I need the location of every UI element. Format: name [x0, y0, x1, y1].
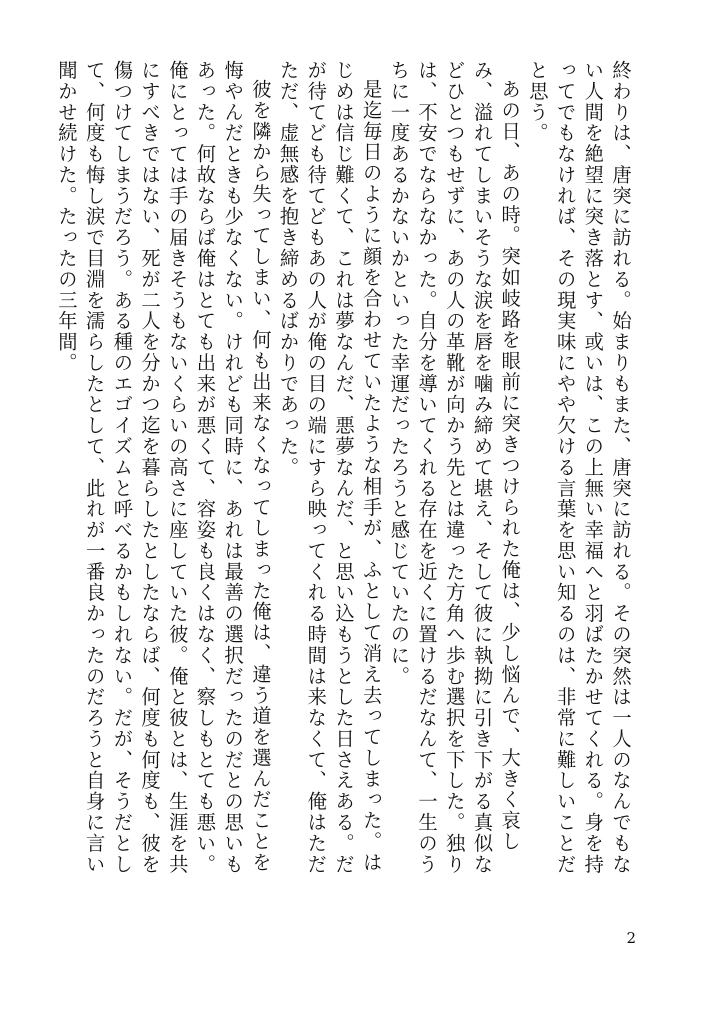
- page-number: 2: [626, 929, 636, 947]
- paragraph: あの日、あの時。突如岐路を眼前に突きつけられた俺は、少し悩んで、大きく哀しみ、溢れてしまいそうな涙を唇を噛み締めて堪え、そして彼に執拗に引き下がる真似などひとつもせずに、あの人の革靴が向かう先とは違った方角へ歩む選択を下した。独りは、不安でならなかった。自分を導いてくれる存在を近くに置けるだなんて、一生のうちに一度あるかないかといった幸運だったろうと感じていたのに。: [387, 60, 522, 875]
- paragraph: 是迄毎日のように顔を合わせていたような相手が、ふとして消え去ってしまった。はじめは信じ難くて、これは夢なんだ、悪夢なんだ、と思い込もうとした日さえある。だが待てども待てどもあの人が俺の目の端にすら映ってくれる時間は来なくて、俺はただただ、虚無感を抱き締めるばかりであった。: [276, 60, 383, 875]
- paragraph: 終わりは、唐突に訪れる。始まりもまた、唐突に訪れる。その突然は一人のなんでもない人間を絶望に突き落とす、或いは、この上無い幸福へと羽ばたかせてくれる。身を持ってでもなければ、その現実味にやや欠ける言葉を思い知るのは、非常に難しいことだと思う。: [525, 60, 632, 875]
- paragraph: 彼を隣から失ってしまい、何も出来なくなってしまった俺は、違う道を選んだことを悔やんだときも少なくない。けれども同時に、あれは最善の選択だったのだとの思いもあった。何故ならば俺はとても出来が悪くて、容姿も良くはなく、察しもとても悪い。俺にとっては手の届きそうもないくらいの高さに座していた彼。俺と彼とは、生涯を共にすべきではない、死が二人を分かつ迄を暮らしたとしたならば、何度も何度も、彼を傷つけてしまうだろう。ある種のエゴイズムと呼べるかもしれない。だが、そうだとして、何度も悔し涙で目淵を濡らしたとして、此れが一番良かったのだろうと自身に言い聞かせ続けた。たったの三年間。: [54, 60, 272, 875]
- vertical-text-body: [54, 60, 634, 892]
